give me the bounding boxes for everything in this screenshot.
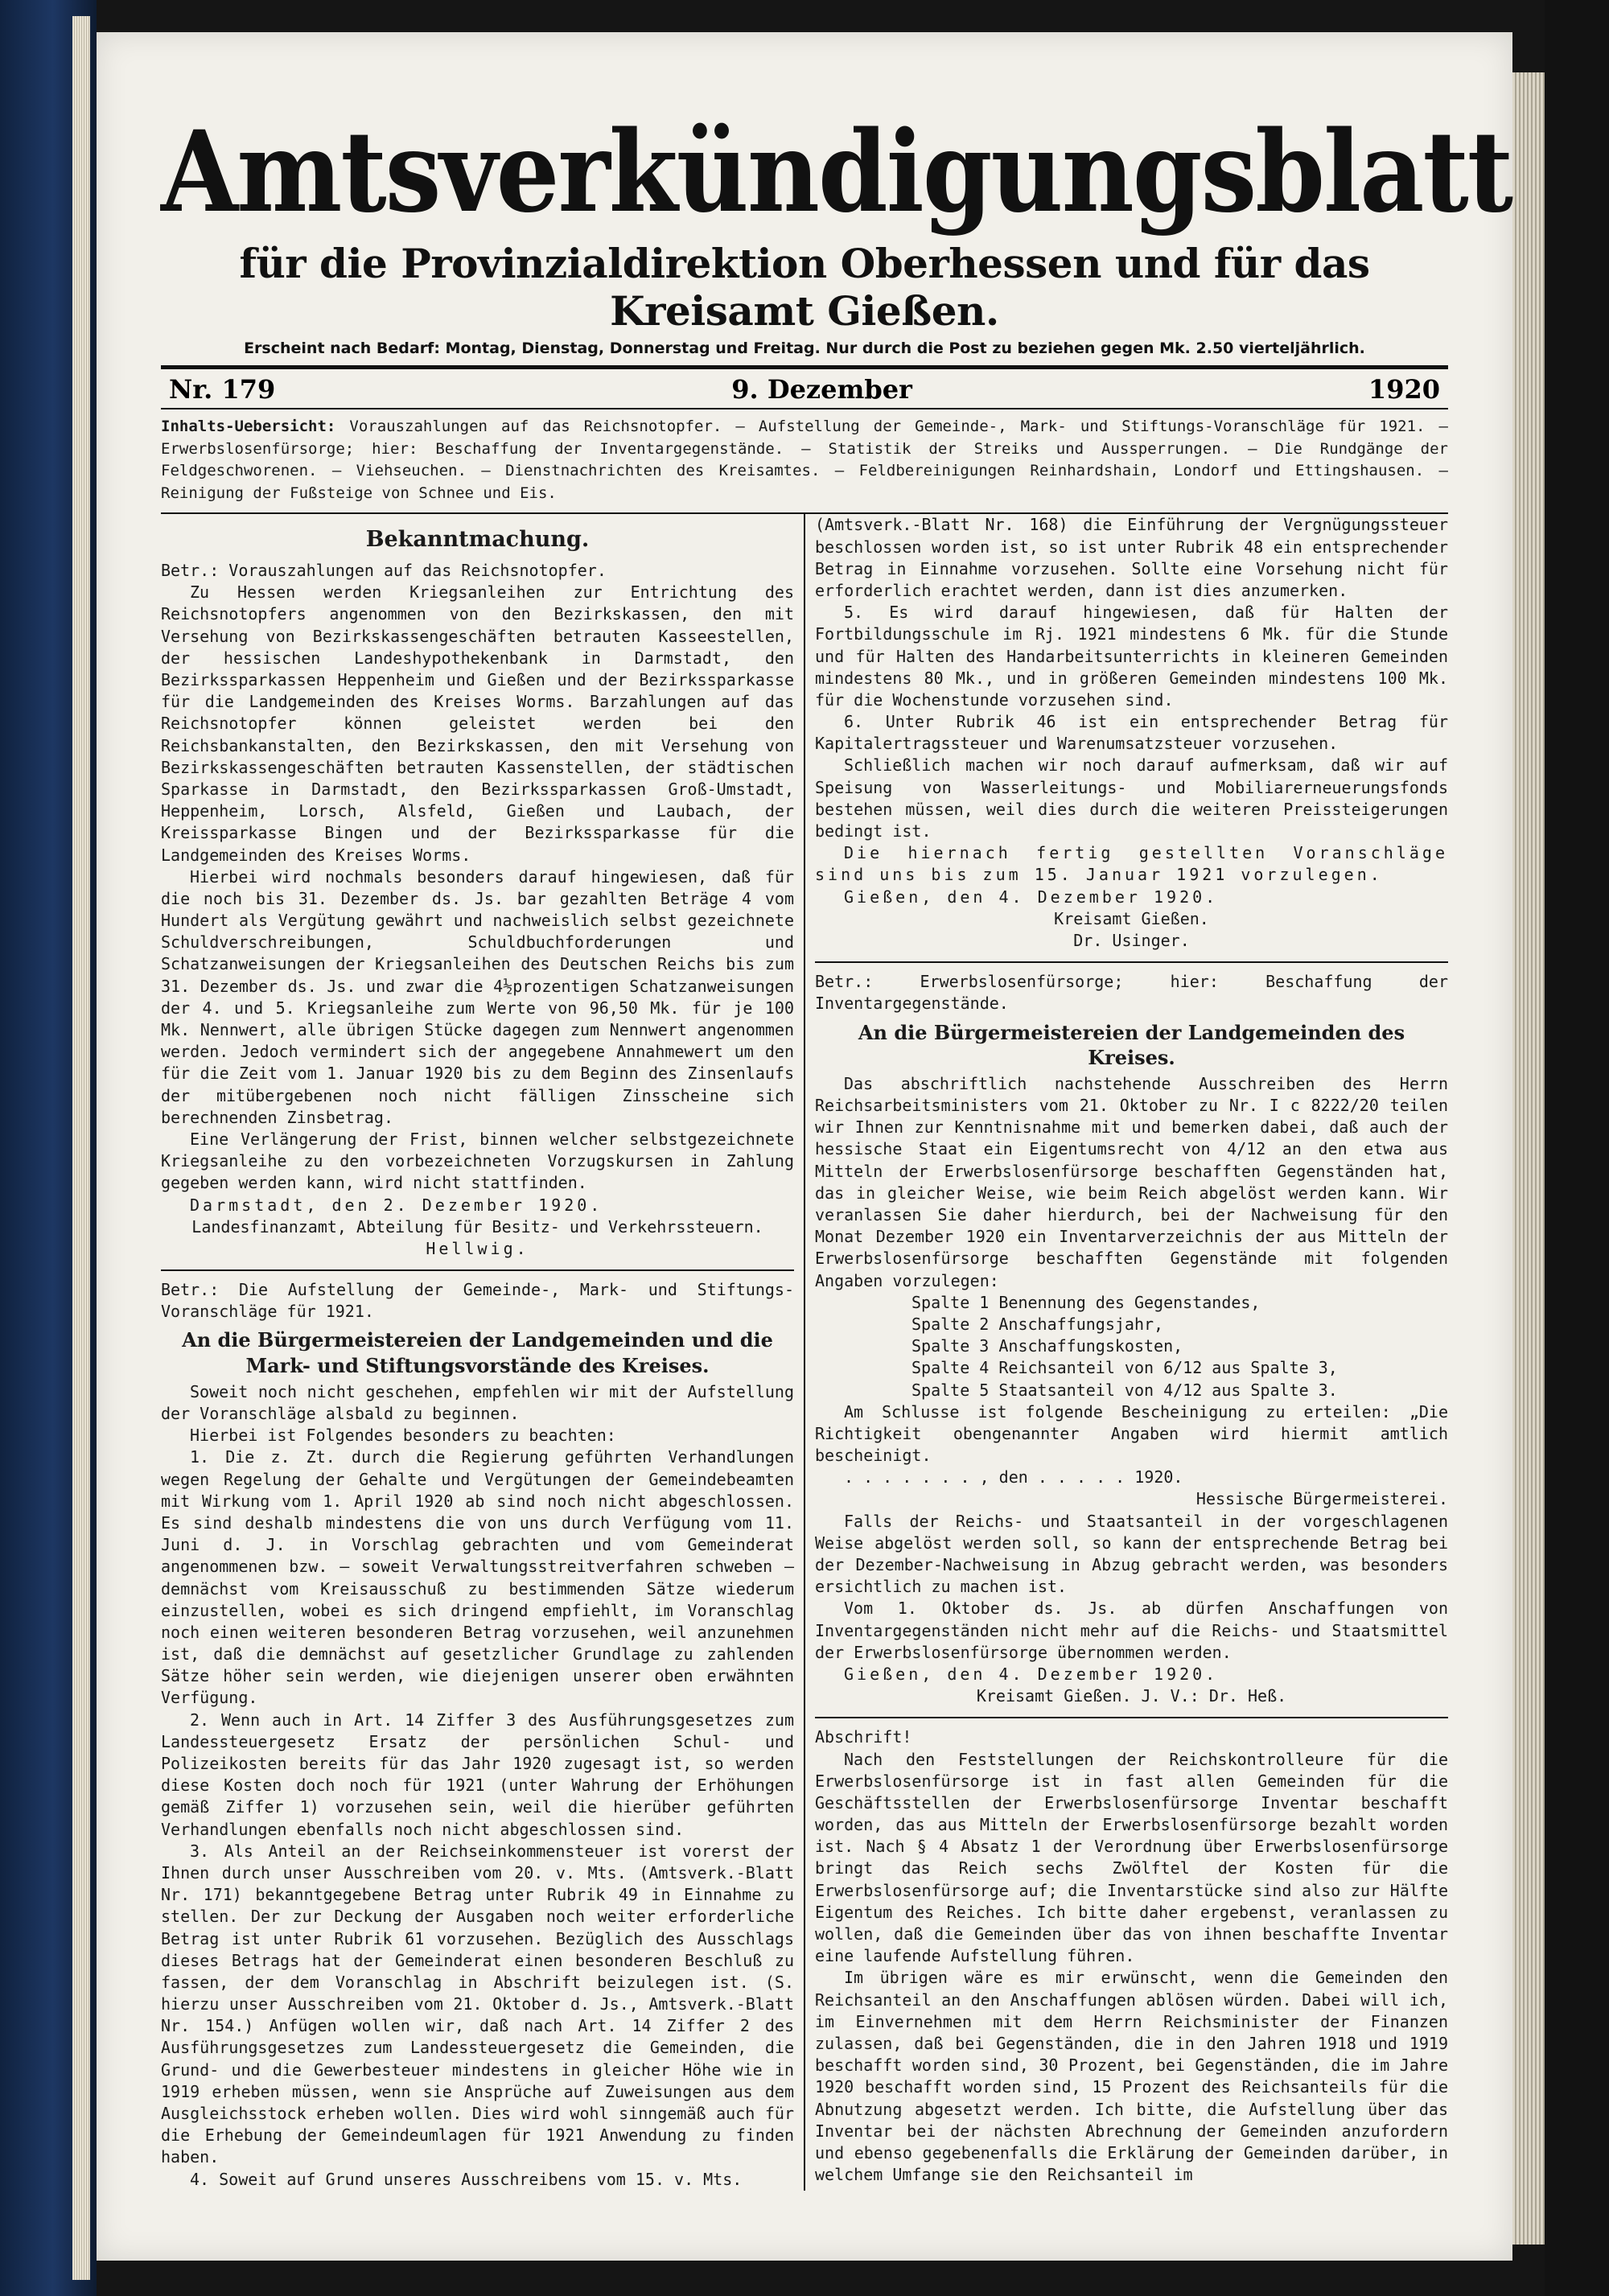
- issue-year: 1920: [1368, 374, 1440, 405]
- abs-paragraph-2: Im übrigen wäre es mir erwünscht, wenn die Gemeinden den Reichsanteil an den Anschaffungen ablösen würden. Dabei will ich, im Einvernehmen mit dem Herrn Reichsminister der Finanzen zulassen, daß bei Gegenständen, die in den Jahren 1918 und 1919 beschafft worden sind, 30 Prozent, bei Gegenständen, die im Jahre 1920 beschafft worden sind, 15 Prozent des Reichsanteils für die Abnutzung abgesetzt werden. Ich bitte, die Aufstellung über das Inventar bei der nächsten Abrechnung der Gemeinden anzufordern und ebenso gegebenenfalls die Erklärung der Gemeinden darüber, in welchem Umfange sie den Reichsanteil im: [815, 1968, 1448, 2185]
- erw-betr: Betr.: Erwerbslosenfürsorge; hier: Beschaffung der Inventargegenstände.: [815, 972, 1448, 1014]
- vor-place-date: Gießen, den 4. Dezember 1920.: [844, 887, 1219, 907]
- erw-paragraph-1: Das abschriftlich nachstehende Ausschreiben des Herrn Reichsarbeitsministers vom 21. Oktober zu Nr. I c 8222/20 teilen wir Ihnen zur Kenntnisnahme mit und bemerken dabei, daß auch der hessische Staat ein Eigentumsrecht von 4/12 an den etwa aus Mitteln der Erwerbslosenfürsorge beschafften Gegenständen hat, das in gleicher Weise, wie beim Reich abgelöst werden kann. Wir veranlassen Sie daher hierdurch, bei der Nachweisung für den Monat Dezember 1920 ein Inventarverzeichnis der aus Mitteln der Erwerbslosenfürsorge beschafften Gegenstände mit folgenden Angaben vorzulegen:: [815, 1073, 1448, 1290]
- erw-list-item: Spalte 2 Anschaffungsjahr,: [911, 1314, 1164, 1334]
- book-spine-left: [0, 0, 97, 2296]
- newspaper-page: [97, 32, 1512, 2261]
- erw-paragraph-6: Vom 1. Oktober ds. Js. ab dürfen Anschaffungen von Inventargegenständen nicht mehr auf die Reichs- und Staatsmittel der Erwerbslosenfürsorge übernommen werden.: [815, 1599, 1448, 1662]
- vor-paragraph-1: Soweit noch nicht geschehen, empfehlen wir mit der Aufstellung der Voranschläge alsbald zu beginnen.: [161, 1381, 794, 1424]
- bek-paragraph-1: Zu Hessen werden Kriegsanleihen zur Entrichtung des Reichsnotopfers angenommen von den Bezirkskassen, den mit Versehung von Bezirkskassengeschäften betrauten Kasseestellen, der hessischen Landeshypothekenbank in Darmstadt, den Bezirkssparkassen Heppenheim und Gießen und der Bezirkssparkasse für die Landgemeinden des Kreises Worms. Barzahlungen auf das Reichsnotopfer können geleistet werden bei den Reichsbankanstalten, den Bezirkskassen, den mit Versehung von Bezirkskassengeschäften betrauten Kassenstellen, der städtischen Sparkasse in Darmstadt, den Bezirkssparkassen Groß-Umstadt, Heppenheim, Lorsch, Alsfeld, Gießen und Laubach, der Kreissparkasse Bingen und der Bezirkssparkasse für die Landgemeinden des Kreises Worms.: [161, 582, 794, 865]
- publication-notice: Erscheint nach Bedarf: Montag, Dienstag, Donnerstag und Freitag. Nur durch die Post zu beziehen gegen Mk. 2.50 vierteljährlich.: [244, 339, 1365, 358]
- vor-paragraph-6: 4. Soweit auf Grund unseres Ausschreibens vom 15. v. Mts.: [190, 2169, 743, 2189]
- vor-title: An die Bürgermeistereien der Landgemeinden und die Mark- und Stiftungsvorstände des Kreises.: [182, 1328, 773, 1377]
- bek-office: Landesfinanzamt, Abteilung für Besitz- und Verkehrssteuern.: [191, 1216, 763, 1236]
- vor-paragraph-2: Hierbei ist Folgendes besonders zu beachten:: [190, 1426, 616, 1446]
- masthead-subtitle: für die Provinzialdirektion Oberhessen und für das Kreisamt Gießen.: [239, 240, 1370, 335]
- bek-title: Bekanntmachung.: [365, 527, 590, 553]
- erw-place-date: Gießen, den 4. Dezember 1920.: [844, 1664, 1219, 1684]
- issue-number: Nr. 179: [169, 374, 276, 405]
- separator-rule: [161, 1269, 794, 1271]
- erw-paragraph-2: Am Schlusse ist folgende Bescheinigung zu erteilen: „Die Richtigkeit obengenannter Angaben wird hiermit amtlich bescheinigt.: [815, 1401, 1448, 1466]
- masthead-title: Amtsverkündigungsblatt: [161, 107, 1512, 238]
- abs-label: Abschrift!: [815, 1727, 912, 1747]
- issue-date: 9. Dezember: [731, 374, 912, 405]
- bek-betr: Betr.: Vorauszahlungen auf das Reichsnotopfer.: [161, 561, 607, 581]
- bek-place-date: Darmstadt, den 2. Dezember 1920.: [190, 1195, 603, 1215]
- contents-label: Inhalts-Uebersicht:: [161, 418, 336, 436]
- right-column: [805, 514, 1448, 2190]
- vor-continuation: (Amtsverk.-Blatt Nr. 168) die Einführung der Vergnügungssteuer beschlossen worden ist, so ist unter Rubrik 48 ein entsprechender Betrag in Einnahme vorzusehen. Sollte eine Vorsehung nicht für erforderlich erachtet werden, dann ist dies anzumerken.: [815, 515, 1448, 600]
- bek-paragraph-2: Hierbei wird nochmals besonders darauf hingewiesen, daß für die noch bis 31. Dezember ds. Js. bar gezahlten Beträge 4 vom Hundert als Vergütung gewährt und nachweislich selbst gezeichnete Schuldverschreibungen, Schuldbuchforderungen und Schatzanweisungen der Kriegsanleihen des Deutschen Reichs bis zum 31. Dezember ds. Js. und zwar die 4½prozentigen Schatzanweisungen der 4. und 5. Kriegsanleihe zum Werte von 96,50 Mk. für je 100 Mk. Nennwert, alle übrigen Stücke dagegen zum Nennwert angenommen werden. Jedoch vermindert sich der angegebene Annahmewert um den für die Zeit vom 1. Januar 1920 bis zu dem Beginn des Zinsenlaufs der mitübergebenen noch nicht fälligen Zinsscheine sich berechnenden Zinsbetrag.: [161, 866, 794, 1127]
- erw-office: Kreisamt Gießen. J. V.: Dr. Heß.: [976, 1686, 1287, 1706]
- vor-signature: Dr. Usinger.: [1073, 930, 1190, 950]
- separator-rule: [815, 961, 1448, 963]
- vor-paragraph-8: 6. Unter Rubrik 46 ist ein entsprechender Betrag für Kapitalertragssteuer und Warenumsatzsteuer vorzusehen.: [815, 712, 1448, 754]
- vor-paragraph-7: 5. Es wird darauf hingewiesen, daß für Halten der Fortbildungsschule im Rj. 1921 mindestens 6 Mk. für die Stunde und für Halten des Handarbeitsunterrichts in kleineren Gemeinden mindestens 80 Mk., und in größeren Gemeinden mindestens 100 Mk. für die Wochenstunde vorzusehen sind.: [815, 603, 1448, 710]
- erw-list-item: Spalte 1 Benennung des Gegenstandes,: [911, 1292, 1261, 1312]
- background-right: [1545, 0, 1609, 2296]
- erw-title: An die Bürgermeistereien der Landgemeinden des Kreises.: [858, 1020, 1405, 1069]
- erw-paragraph-3: . . . . . . . , den . . . . . 1920.: [844, 1467, 1183, 1487]
- bek-signature: Hellwig.: [426, 1238, 529, 1258]
- erw-paragraph-4: Hessische Bürgermeisterei.: [1195, 1489, 1448, 1509]
- article-columns: [161, 512, 1448, 2190]
- erw-list-item: Spalte 4 Reichsanteil von 6/12 aus Spalte 3,: [911, 1358, 1338, 1378]
- page-content: [161, 107, 1512, 2191]
- masthead: [161, 107, 1512, 358]
- vor-paragraph-4: 2. Wenn auch in Art. 14 Ziffer 3 des Ausführungsgesetzes zum Landessteuergesetz Ersatz der persönlichen Schul- und Polizeikosten bereits für das Jahr 1920 zugesagt ist, so werden diese Kosten doch noch für 1921 (unter Wahrung der Erhöhungen gemäß Ziffer 1) vorzusehen sein, weil die hierüber geführten Verhandlungen ebenfalls noch nicht abgeschlossen sind.: [161, 1710, 794, 1839]
- separator-rule: [815, 1717, 1448, 1718]
- vor-paragraph-5: 3. Als Anteil an der Reichseinkommensteuer ist vorerst der Ihnen durch unser Ausschreiben vom 20. v. Mts. (Amtsverk.-Blatt Nr. 171) bekanntgegebene Betrag unter Rubrik 49 in Einnahme zu stellen. Der zur Deckung der Ausgaben noch weiter erforderliche Betrag ist unter Rubrik 61 vorzusehen. Bezüglich des Ausschlags dieses Betrags hat der Gemeinderat einen besonderen Beschluß zu fassen, der dem Voranschlag in Abschrift beizulegen ist. (S. hierzu unser Ausschreiben vom 21. Oktober d. Js., Amtsverk.-Blatt Nr. 154.) Anfügen wollen wir, daß nach Art. 14 Ziffer 2 des Ausführungsgesetzes zum Landessteuergesetz die Gemeinden, die Grund- und die Gewerbesteuer mindestens in gleicher Höhe wie in 1919 erheben müssen, wenn sie Ansprüche auf Zuweisungen aus dem Ausgleichsstock erheben wollen. Dies wird wohl sinngemäß auch für die Erhebung der Gemeindeumlagen für 1921 Anwendung zu finden haben.: [161, 1841, 794, 2167]
- table-of-contents: [161, 409, 1448, 512]
- vor-paragraph-10: Die hiernach fertig gestellten Voranschläge sind uns bis zum 15. Januar 1921 vorzulegen.: [815, 843, 1448, 885]
- issue-line: [161, 369, 1448, 408]
- vor-paragraph-3: 1. Die z. Zt. durch die Regierung geführten Verhandlungen wegen Regelung der Gehalte und Vergütungen der Gemeindebeamten mit Wirkung vom 1. April 1920 ab sind noch nicht abgeschlossen. Es sind deshalb mindestens die von uns durch Verfügung vom 11. Juni d. J. in Vorschlag gebrachten und vom Gemeinderat angenommenen bzw. – soweit Verwaltungsstreitverfahren schweben – demnächst vom Kreisausschuß zu bestimmenden Sätze wiederum einzustellen, wobei es sich dringend empfiehlt, im Voranschlag noch einen weiteren besonderen Betrag vorzusehen, weil anzunehmen ist, daß die demnächst auf gesetzlicher Grundlage zu zahlenden Sätze höher sein werden, wie diejenigen unserer oben erwähnten Verfügung.: [161, 1447, 794, 1708]
- abs-paragraph-1: Nach den Feststellungen der Reichskontrolleure für die Erwerbslosenfürsorge ist in fast allen Gemeinden für die Geschäftsstellen der Erwerbslosenfürsorge Inventar beschafft worden, das aus Mitteln der Erwerbslosenfürsorge bezahlt worden ist. Nach § 4 Absatz 1 der Verordnung über Erwerbslosenfürsorge bringt das Reich sechs Zwölftel der Kosten für die Erwerbslosenfürsorge auf; die Inventarstücke sind also zur Hälfte Eigentum des Reiches. Ich bitte daher ergebenst, veranlassen zu wollen, daß die Gemeinden über das von ihnen beschaffte Inventar eine laufende Aufstellung führen.: [815, 1749, 1448, 1966]
- left-page-edges: [72, 16, 90, 2280]
- bek-paragraph-3: Eine Verlängerung der Frist, binnen welcher selbstgezeichnete Kriegsanleihe zu den vorbezeichneten Vorzugskursen in Zahlung gegeben werden kann, wird nicht stattfinden.: [161, 1129, 794, 1193]
- erw-list-item: Spalte 3 Anschaffungskosten,: [911, 1336, 1183, 1356]
- erw-list-item: Spalte 5 Staatsanteil von 4/12 aus Spalte 3.: [911, 1380, 1338, 1400]
- vor-betr: Betr.: Die Aufstellung der Gemeinde-, Mark- und Stiftungs-Voranschläge für 1921.: [161, 1280, 794, 1322]
- left-column: [161, 514, 805, 2190]
- contents-text: Vorauszahlungen auf das Reichsnotopfer. – Aufstellung der Gemeinde-, Mark- und Stiftungs-Voranschläge für 1921. – Erwerbslosenfürsorge; hier: Beschaffung der Inventargegenstände. – Statistik der Streiks und Aussperrungen. – Die Rundgänge der Feldgeschworenen. – Viehseuchen. – Dienstnachrichten des Kreisamtes. – Feldbereinigungen Reinhardshain, Londorf und Ettingshausen. – Reinigung der Fußsteige von Schnee und Eis.: [161, 418, 1448, 502]
- vor-office: Kreisamt Gießen.: [1054, 908, 1209, 928]
- erw-paragraph-5: Falls der Reichs- und Staatsanteil in der vorgeschlagenen Weise abgelöst werden soll, so kann der entsprechende Betrag bei der Dezember-Nachweisung in Abzug gebracht werden, was besonders ersichtlich zu machen ist.: [815, 1511, 1448, 1597]
- vor-paragraph-9: Schließlich machen wir noch darauf aufmerksam, daß wir auf Speisung von Wasserleitungs- und Mobiliarerneuerungsfonds bestehen müssen, weil dies durch die weiteren Preissteigerungen bedingt ist.: [815, 755, 1448, 841]
